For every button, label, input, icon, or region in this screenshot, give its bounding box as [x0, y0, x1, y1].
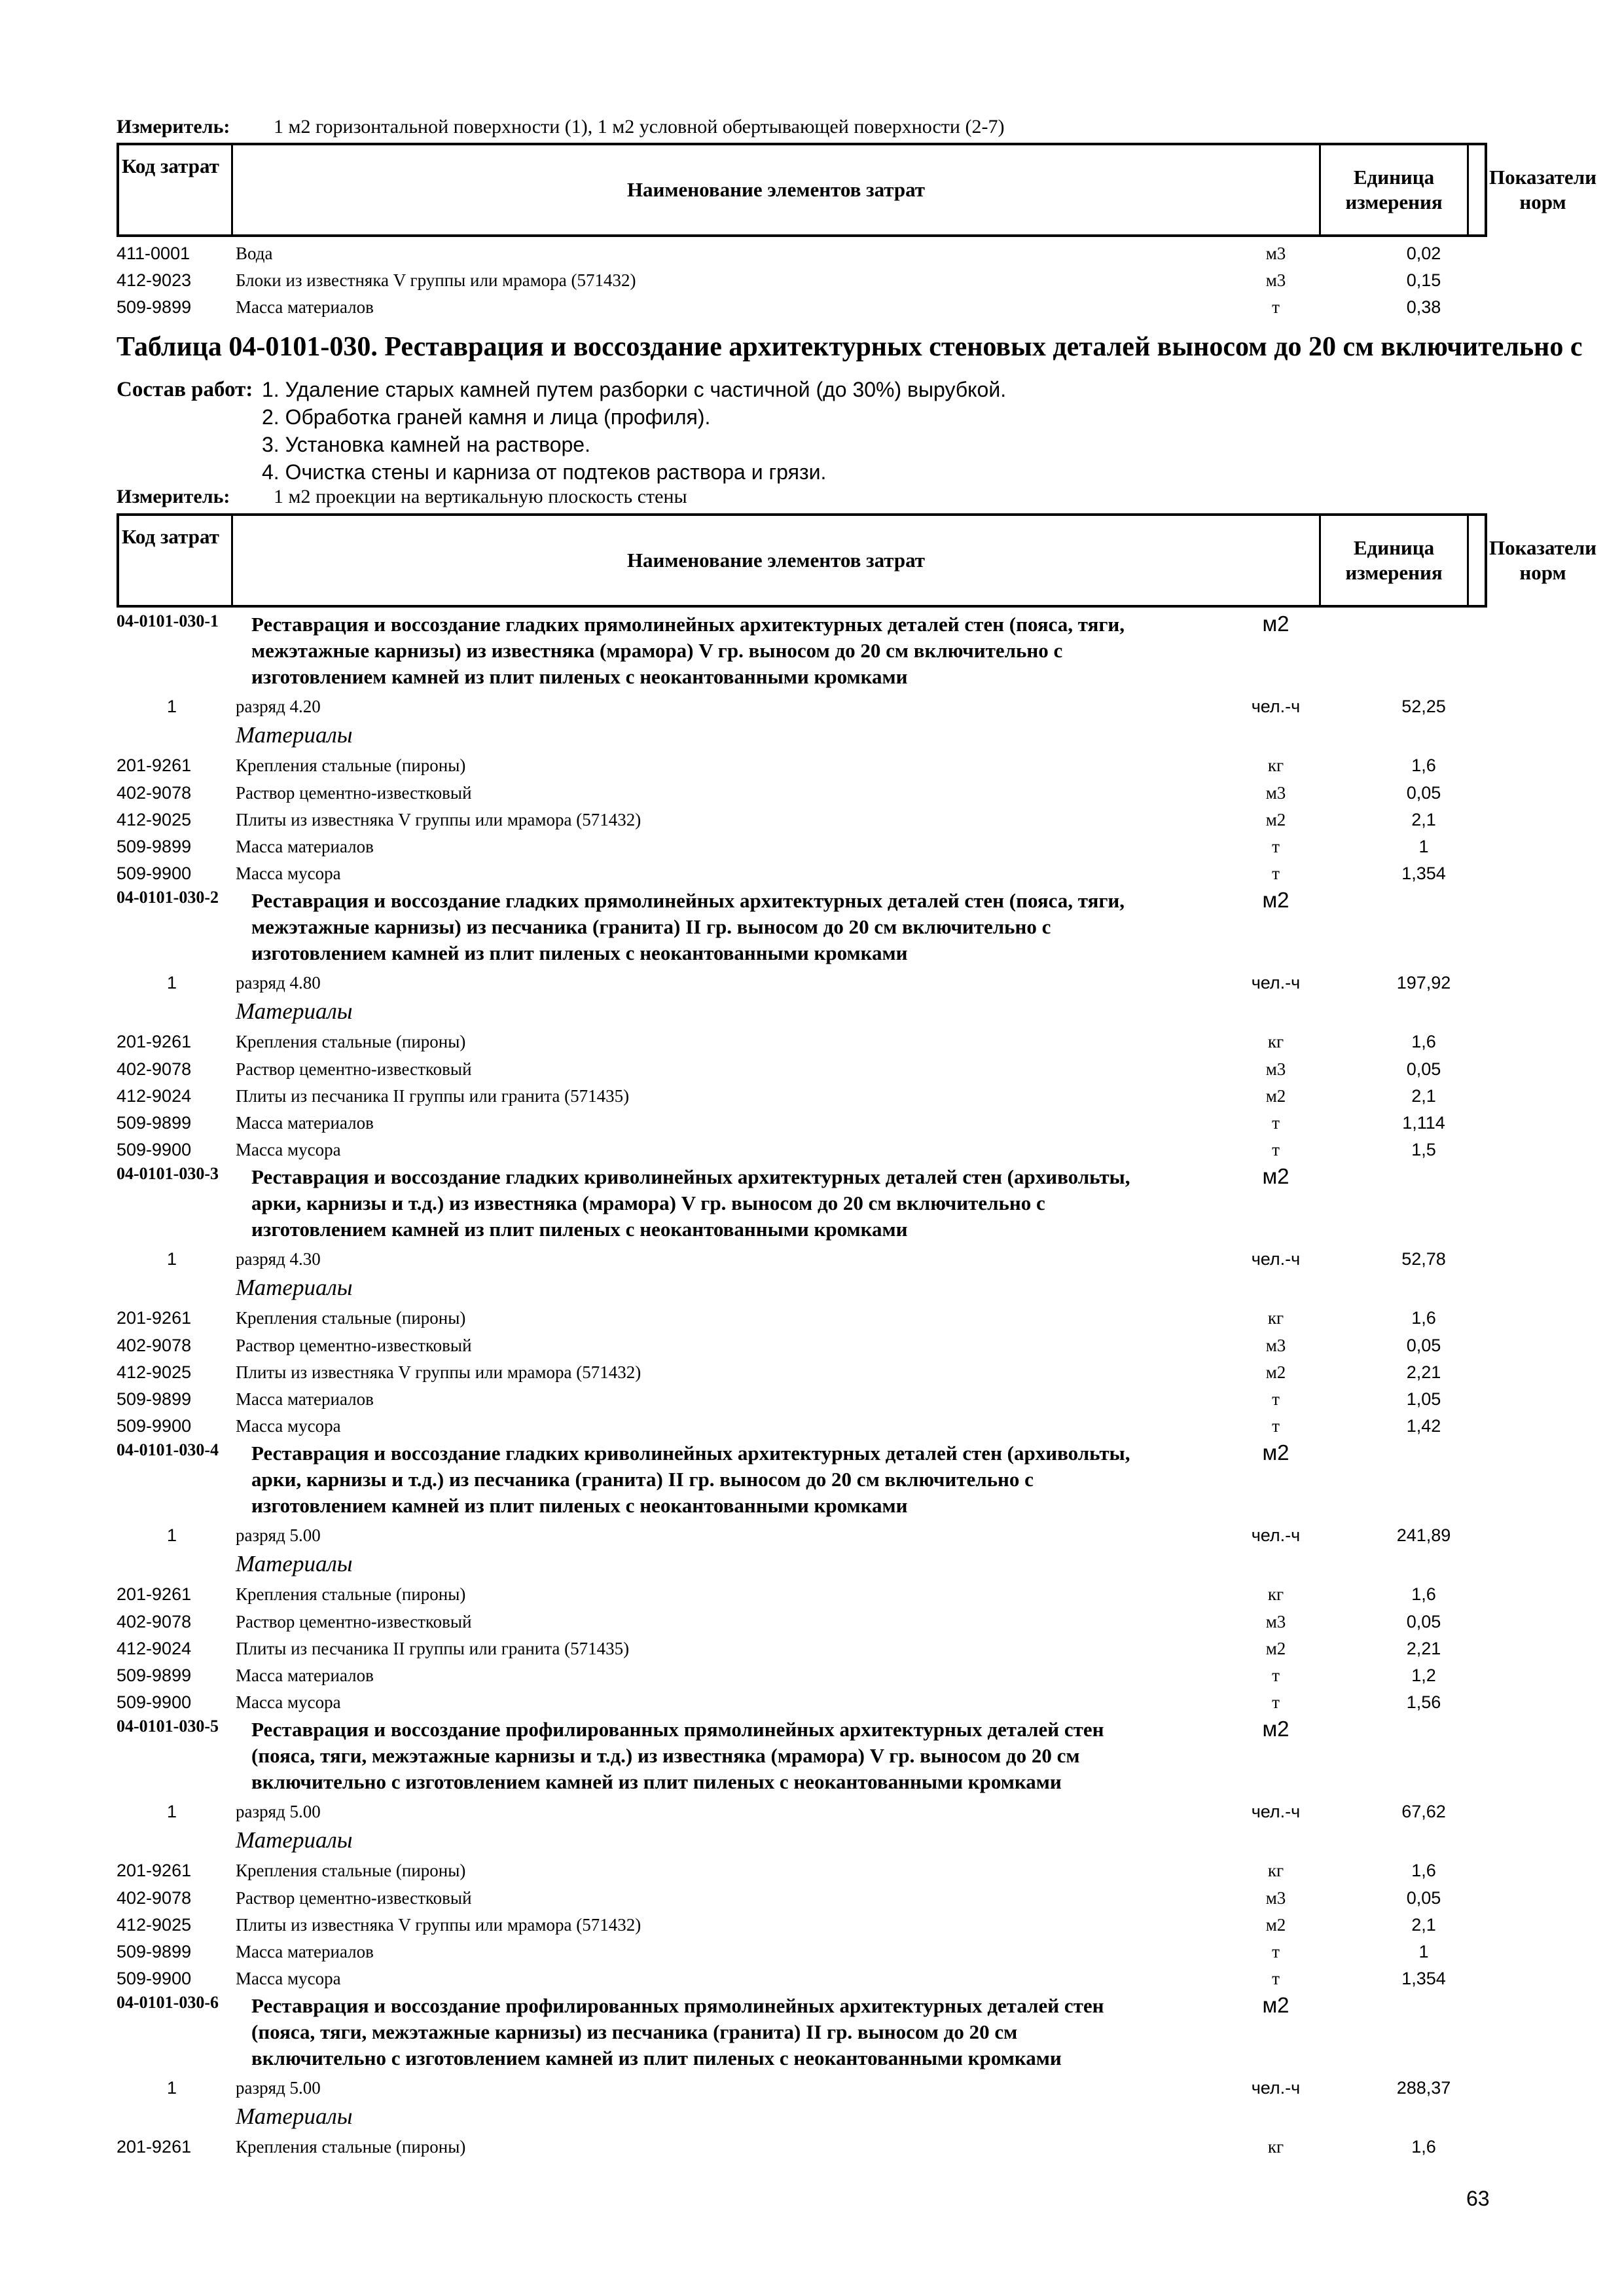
labor-unit: чел.-ч — [1251, 1802, 1301, 1821]
row-name: Блоки из известняка V группы или мрамора (571432) — [236, 270, 636, 290]
group-title: Реставрация и воссоздание профилированных прямолинейных архитектурных деталей стен (пояса, тяги, межэтажные карнизы и т.д.) из известняка (мрамора) V гр. выносом до 20 см включительно с изготовлением камней из плит пиленых с неокантованными кромками — [251, 1718, 1104, 1793]
material-code: 412-9024 — [117, 1638, 192, 1658]
group-unit: м2 — [1262, 1164, 1290, 1188]
material-value: 0,05 — [1406, 782, 1441, 803]
material-row — [0, 1666, 1624, 1689]
group-title: Реставрация и воссоздание профилированных прямолинейных архитектурных деталей стен (пояса, тяги, межэтажные карнизы) из песчаника (гранита) II гр. выносом до 20 см включительно с изготовлением камней из плит пиленых с неокантованными кромками — [251, 1994, 1104, 2069]
material-name: Масса материалов — [236, 1666, 374, 1685]
group-header-row — [0, 1717, 1624, 1795]
material-unit: т — [1272, 1692, 1280, 1713]
header-name: Наименование элементов затрат — [233, 145, 1321, 234]
materials-heading-row — [0, 1551, 1624, 1580]
material-code: 402-9078 — [117, 1059, 192, 1079]
labor-unit: чел.-ч — [1251, 973, 1301, 993]
material-value: 1,114 — [1402, 1113, 1445, 1133]
composition-item: 1. Удаление старых камней путем разборки с частичной (до 30%) вырубкой. — [262, 378, 1007, 401]
material-unit: м2 — [1265, 1085, 1286, 1106]
material-value: 1,6 — [1411, 1308, 1436, 1328]
measure-line-2 — [117, 485, 687, 509]
material-unit: кг — [1267, 1032, 1284, 1052]
group-title: Реставрация и воссоздание гладких криволинейных архитектурных деталей стен (архивольты, арки, карнизы и т.д.) из известняка (мрамора) V гр. выносом до 20 см включительно с изготовлением камней из плит пиленых с неокантованными кромками — [251, 1165, 1130, 1241]
labor-value: 288,37 — [1396, 2078, 1451, 2098]
material-row — [0, 1639, 1624, 1662]
materials-heading: Материалы — [236, 2104, 353, 2130]
material-name: Раствор цементно-известковый — [236, 1059, 472, 1079]
material-unit: т — [1272, 864, 1280, 884]
material-row — [0, 1113, 1624, 1137]
group-header-row — [0, 1440, 1624, 1519]
group-code: 04-0101-030-5 — [117, 1717, 219, 1736]
material-unit: т — [1272, 1140, 1280, 1160]
material-name: Раствор цементно-известковый — [236, 1335, 472, 1355]
group-code: 04-0101-030-6 — [117, 1993, 219, 2012]
group-unit: м2 — [1262, 611, 1290, 636]
material-code: 201-9261 — [117, 1861, 192, 1881]
material-code: 412-9025 — [117, 1914, 192, 1935]
material-name: Крепления стальные (пироны) — [236, 1308, 466, 1328]
labor-value: 241,89 — [1396, 1525, 1451, 1545]
labor-grade: разряд 4.80 — [236, 973, 321, 993]
materials-heading: Материалы — [236, 1827, 353, 1853]
material-code: 509-9899 — [117, 1389, 192, 1409]
material-code: 201-9261 — [117, 1584, 192, 1605]
labor-row — [0, 1525, 1624, 1549]
material-unit: м3 — [1265, 1887, 1286, 1908]
material-value: 1 — [1418, 1942, 1429, 1961]
header-norm: Показатели норм — [1489, 166, 1597, 213]
material-value: 2,21 — [1406, 1638, 1441, 1658]
material-name: Плиты из песчаника II группы или гранита (571435) — [236, 1638, 630, 1658]
row-name: Вода — [236, 244, 273, 263]
material-name: Крепления стальные (пироны) — [236, 2137, 466, 2157]
table-row — [0, 270, 1624, 294]
group-code: 04-0101-030-1 — [117, 611, 219, 630]
group-code: 04-0101-030-2 — [117, 888, 219, 907]
material-row — [0, 756, 1624, 779]
materials-heading-row — [0, 2104, 1624, 2132]
material-name: Масса мусора — [236, 864, 341, 884]
labor-value: 197,92 — [1396, 973, 1451, 993]
labor-grade: разряд 5.00 — [236, 2078, 321, 2098]
measure-line-top — [117, 115, 1004, 139]
group-title: Реставрация и воссоздание гладких прямолинейных архитектурных деталей стен (пояса, тяги, межэтажные карнизы) из известняка (мрамора) V гр. выносом до 20 см включительно с изготовлением камней из плит пиленых с неокантованными кромками — [251, 613, 1125, 688]
materials-heading-row — [0, 1827, 1624, 1856]
material-row — [0, 1140, 1624, 1163]
material-unit: т — [1272, 1113, 1280, 1133]
material-value: 2,21 — [1406, 1362, 1441, 1382]
material-unit: кг — [1267, 756, 1284, 776]
material-name: Раствор цементно-известковый — [236, 1887, 472, 1908]
material-value: 1,05 — [1406, 1389, 1441, 1409]
material-code: 402-9078 — [117, 782, 192, 803]
materials-heading: Материалы — [236, 998, 353, 1025]
material-code: 402-9078 — [117, 1611, 192, 1631]
table-title: Таблица 04-0101-030. Реставрация и воссоздание архитектурных стеновых деталей выносом до 20 см включительно с — [117, 332, 1583, 362]
row-code: 411-0001 — [117, 244, 190, 263]
material-name: Масса мусора — [236, 1140, 341, 1160]
table-header-top — [117, 143, 1597, 237]
material-value: 1,6 — [1411, 1032, 1436, 1052]
material-unit: кг — [1267, 2137, 1284, 2157]
material-row — [0, 1032, 1624, 1055]
material-code: 412-9025 — [117, 809, 192, 829]
materials-heading-row — [0, 998, 1624, 1027]
material-code: 509-9900 — [117, 864, 192, 884]
composition-item: 2. Обработка граней камня и лица (профиля). — [262, 405, 711, 429]
material-code: 201-9261 — [117, 2137, 192, 2157]
material-unit: м3 — [1265, 1611, 1286, 1631]
material-value: 2,1 — [1411, 809, 1436, 829]
material-name: Плиты из известняка V группы или мрамора (571432) — [236, 1362, 641, 1382]
material-code: 509-9900 — [117, 1969, 192, 1989]
labor-unit: чел.-ч — [1251, 1525, 1301, 1545]
labor-value: 52,25 — [1401, 697, 1446, 716]
material-name: Масса мусора — [236, 1692, 341, 1713]
material-unit: т — [1272, 1666, 1280, 1685]
labor-unit: чел.-ч — [1251, 2078, 1301, 2098]
material-code: 402-9078 — [117, 1335, 192, 1355]
material-unit: м3 — [1265, 1335, 1286, 1355]
composition-item: 4. Очистка стены и карниза от подтеков раствора и грязи. — [262, 460, 827, 484]
materials-heading: Материалы — [236, 722, 353, 748]
material-unit: м3 — [1265, 1059, 1286, 1079]
material-code: 412-9025 — [117, 1362, 192, 1382]
labor-grade: разряд 4.20 — [236, 697, 321, 716]
material-row — [0, 1362, 1624, 1386]
labor-code: 1 — [167, 973, 177, 993]
material-code: 201-9261 — [117, 756, 192, 776]
header-unit: Единица измерения — [1321, 516, 1469, 605]
material-row — [0, 810, 1624, 833]
header-code: Код затрат — [119, 516, 233, 605]
material-value: 1,6 — [1411, 1584, 1436, 1605]
materials-heading-row — [0, 722, 1624, 751]
group-unit: м2 — [1262, 1440, 1290, 1465]
materials-heading: Материалы — [236, 1551, 353, 1577]
labor-row — [0, 1249, 1624, 1273]
material-unit: т — [1272, 1969, 1280, 1989]
material-name: Плиты из известняка V группы или мрамора (571432) — [236, 809, 641, 829]
measure-label-2: Измеритель: — [117, 486, 230, 507]
row-code: 412-9023 — [117, 270, 192, 290]
material-value: 1,6 — [1411, 756, 1436, 776]
material-unit: т — [1272, 1389, 1280, 1409]
material-name: Масса материалов — [236, 1113, 374, 1133]
composition-list — [262, 376, 1006, 486]
material-value: 1,56 — [1406, 1692, 1441, 1713]
material-code: 509-9900 — [117, 1692, 192, 1713]
group-header-row — [0, 1164, 1624, 1243]
row-name: Масса материалов — [236, 297, 374, 317]
labor-row — [0, 1802, 1624, 1825]
header-code: Код затрат — [119, 145, 233, 234]
material-row — [0, 1416, 1624, 1440]
material-value: 1,6 — [1411, 1861, 1436, 1881]
page-number: 63 — [1466, 2187, 1490, 2210]
material-row — [0, 1915, 1624, 1939]
material-unit: т — [1272, 837, 1280, 856]
table-row — [0, 297, 1624, 321]
material-value: 1,354 — [1401, 864, 1446, 884]
labor-row — [0, 697, 1624, 720]
material-unit: м2 — [1265, 809, 1286, 829]
labor-code: 1 — [167, 1802, 177, 1821]
group-unit: м2 — [1262, 888, 1290, 912]
material-value: 1,6 — [1411, 2137, 1436, 2157]
group-header-row — [0, 1993, 1624, 2071]
material-code: 201-9261 — [117, 1308, 192, 1328]
material-code: 201-9261 — [117, 1032, 192, 1052]
material-code: 509-9900 — [117, 1140, 192, 1160]
material-value: 1,2 — [1411, 1666, 1436, 1685]
table-header-main — [117, 513, 1597, 608]
material-unit: м3 — [1265, 782, 1286, 803]
group-unit: м2 — [1262, 1717, 1290, 1741]
material-name: Масса материалов — [236, 837, 374, 856]
material-name: Масса материалов — [236, 1942, 374, 1961]
labor-row — [0, 973, 1624, 996]
material-code: 412-9024 — [117, 1085, 192, 1106]
material-code: 509-9899 — [117, 1942, 192, 1961]
material-value: 0,05 — [1406, 1611, 1441, 1631]
material-code: 509-9899 — [117, 837, 192, 856]
material-name: Крепления стальные (пироны) — [236, 1861, 466, 1881]
labor-unit: чел.-ч — [1251, 697, 1301, 716]
material-value: 1,354 — [1401, 1969, 1446, 1989]
composition-label: Состав работ: — [117, 378, 253, 401]
material-unit: кг — [1267, 1584, 1284, 1605]
material-unit: кг — [1267, 1308, 1284, 1328]
material-name: Масса материалов — [236, 1389, 374, 1409]
group-title: Реставрация и воссоздание гладких прямолинейных архитектурных деталей стен (пояса, тяги, межэтажные карнизы) из песчаника (гранита) II гр. выносом до 20 см включительно с изготовлением камней из плит пиленых с неокантованными кромками — [251, 889, 1125, 964]
materials-heading: Материалы — [236, 1275, 353, 1301]
group-header-row — [0, 611, 1624, 690]
group-header-row — [0, 888, 1624, 966]
material-value: 1,5 — [1411, 1140, 1436, 1160]
header-unit: Единица измерения — [1321, 145, 1469, 234]
material-unit: кг — [1267, 1861, 1284, 1881]
table-row — [0, 244, 1624, 267]
composition-item: 3. Установка камней на растворе. — [262, 433, 590, 456]
material-value: 2,1 — [1411, 1085, 1436, 1106]
material-row — [0, 1861, 1624, 1884]
labor-value: 67,62 — [1401, 1802, 1446, 1821]
material-value: 1 — [1418, 837, 1429, 856]
material-row — [0, 1584, 1624, 1608]
labor-grade: разряд 5.00 — [236, 1802, 321, 1821]
row-unit: т — [1272, 297, 1280, 317]
material-row — [0, 1059, 1624, 1083]
material-value: 0,05 — [1406, 1059, 1441, 1079]
row-unit: м3 — [1265, 244, 1286, 263]
material-value: 2,1 — [1411, 1914, 1436, 1935]
material-name: Крепления стальные (пироны) — [236, 1584, 466, 1605]
material-code: 509-9899 — [117, 1666, 192, 1685]
row-value: 0,15 — [1406, 270, 1441, 290]
header-norm: Показатели норм — [1489, 536, 1597, 584]
labor-value: 52,78 — [1401, 1249, 1446, 1269]
material-row — [0, 2137, 1624, 2160]
material-value: 1,42 — [1406, 1416, 1441, 1436]
material-row — [0, 1692, 1624, 1716]
material-unit: м2 — [1265, 1638, 1286, 1658]
material-code: 509-9899 — [117, 1113, 192, 1133]
material-value: 0,05 — [1406, 1887, 1441, 1908]
labor-grade: разряд 5.00 — [236, 1525, 321, 1545]
material-name: Раствор цементно-известковый — [236, 1611, 472, 1631]
measure-text-2: 1 м2 проекции на вертикальную плоскость стены — [274, 486, 687, 507]
row-unit: м3 — [1265, 270, 1286, 290]
material-name: Плиты из песчаника II группы или гранита (571435) — [236, 1085, 630, 1106]
header-name: Наименование элементов затрат — [233, 516, 1321, 605]
material-unit: т — [1272, 1416, 1280, 1436]
material-row — [0, 1969, 1624, 1992]
material-unit: м2 — [1265, 1362, 1286, 1382]
material-code: 509-9900 — [117, 1416, 192, 1436]
material-row — [0, 1086, 1624, 1110]
material-row — [0, 1336, 1624, 1359]
group-title: Реставрация и воссоздание гладких криволинейных архитектурных деталей стен (архивольты, арки, карнизы и т.д.) из песчаника (гранита) II гр. выносом до 20 см включительно с изготовлением камней из плит пиленых с неокантованными кромками — [251, 1442, 1130, 1517]
material-row — [0, 864, 1624, 887]
material-row — [0, 1612, 1624, 1635]
materials-heading-row — [0, 1275, 1624, 1303]
group-unit: м2 — [1262, 1993, 1290, 2017]
labor-code: 1 — [167, 697, 177, 716]
labor-row — [0, 2078, 1624, 2102]
material-row — [0, 783, 1624, 807]
labor-unit: чел.-ч — [1251, 1249, 1301, 1269]
labor-code: 1 — [167, 1249, 177, 1269]
material-name: Крепления стальные (пироны) — [236, 1032, 466, 1052]
material-unit: м2 — [1265, 1914, 1286, 1935]
measure-label: Измеритель: — [117, 116, 230, 137]
material-value: 0,05 — [1406, 1335, 1441, 1355]
group-code: 04-0101-030-4 — [117, 1440, 219, 1459]
material-name: Раствор цементно-известковый — [236, 782, 472, 803]
labor-code: 1 — [167, 1525, 177, 1545]
material-row — [0, 1942, 1624, 1965]
row-value: 0,38 — [1406, 297, 1441, 317]
material-row — [0, 1308, 1624, 1332]
material-row — [0, 1888, 1624, 1912]
material-code: 402-9078 — [117, 1887, 192, 1908]
material-name: Масса мусора — [236, 1969, 341, 1989]
material-name: Крепления стальные (пироны) — [236, 756, 466, 776]
row-value: 0,02 — [1406, 244, 1441, 263]
measure-text: 1 м2 горизонтальной поверхности (1), 1 м2 условной обертывающей поверхности (2-7) — [274, 116, 1005, 137]
material-name: Плиты из известняка V группы или мрамора (571432) — [236, 1914, 641, 1935]
material-row — [0, 837, 1624, 860]
material-name: Масса мусора — [236, 1416, 341, 1436]
labor-code: 1 — [167, 2078, 177, 2098]
row-code: 509-9899 — [117, 297, 192, 317]
labor-grade: разряд 4.30 — [236, 1249, 321, 1269]
material-row — [0, 1389, 1624, 1413]
group-code: 04-0101-030-3 — [117, 1164, 219, 1183]
material-unit: т — [1272, 1942, 1280, 1961]
